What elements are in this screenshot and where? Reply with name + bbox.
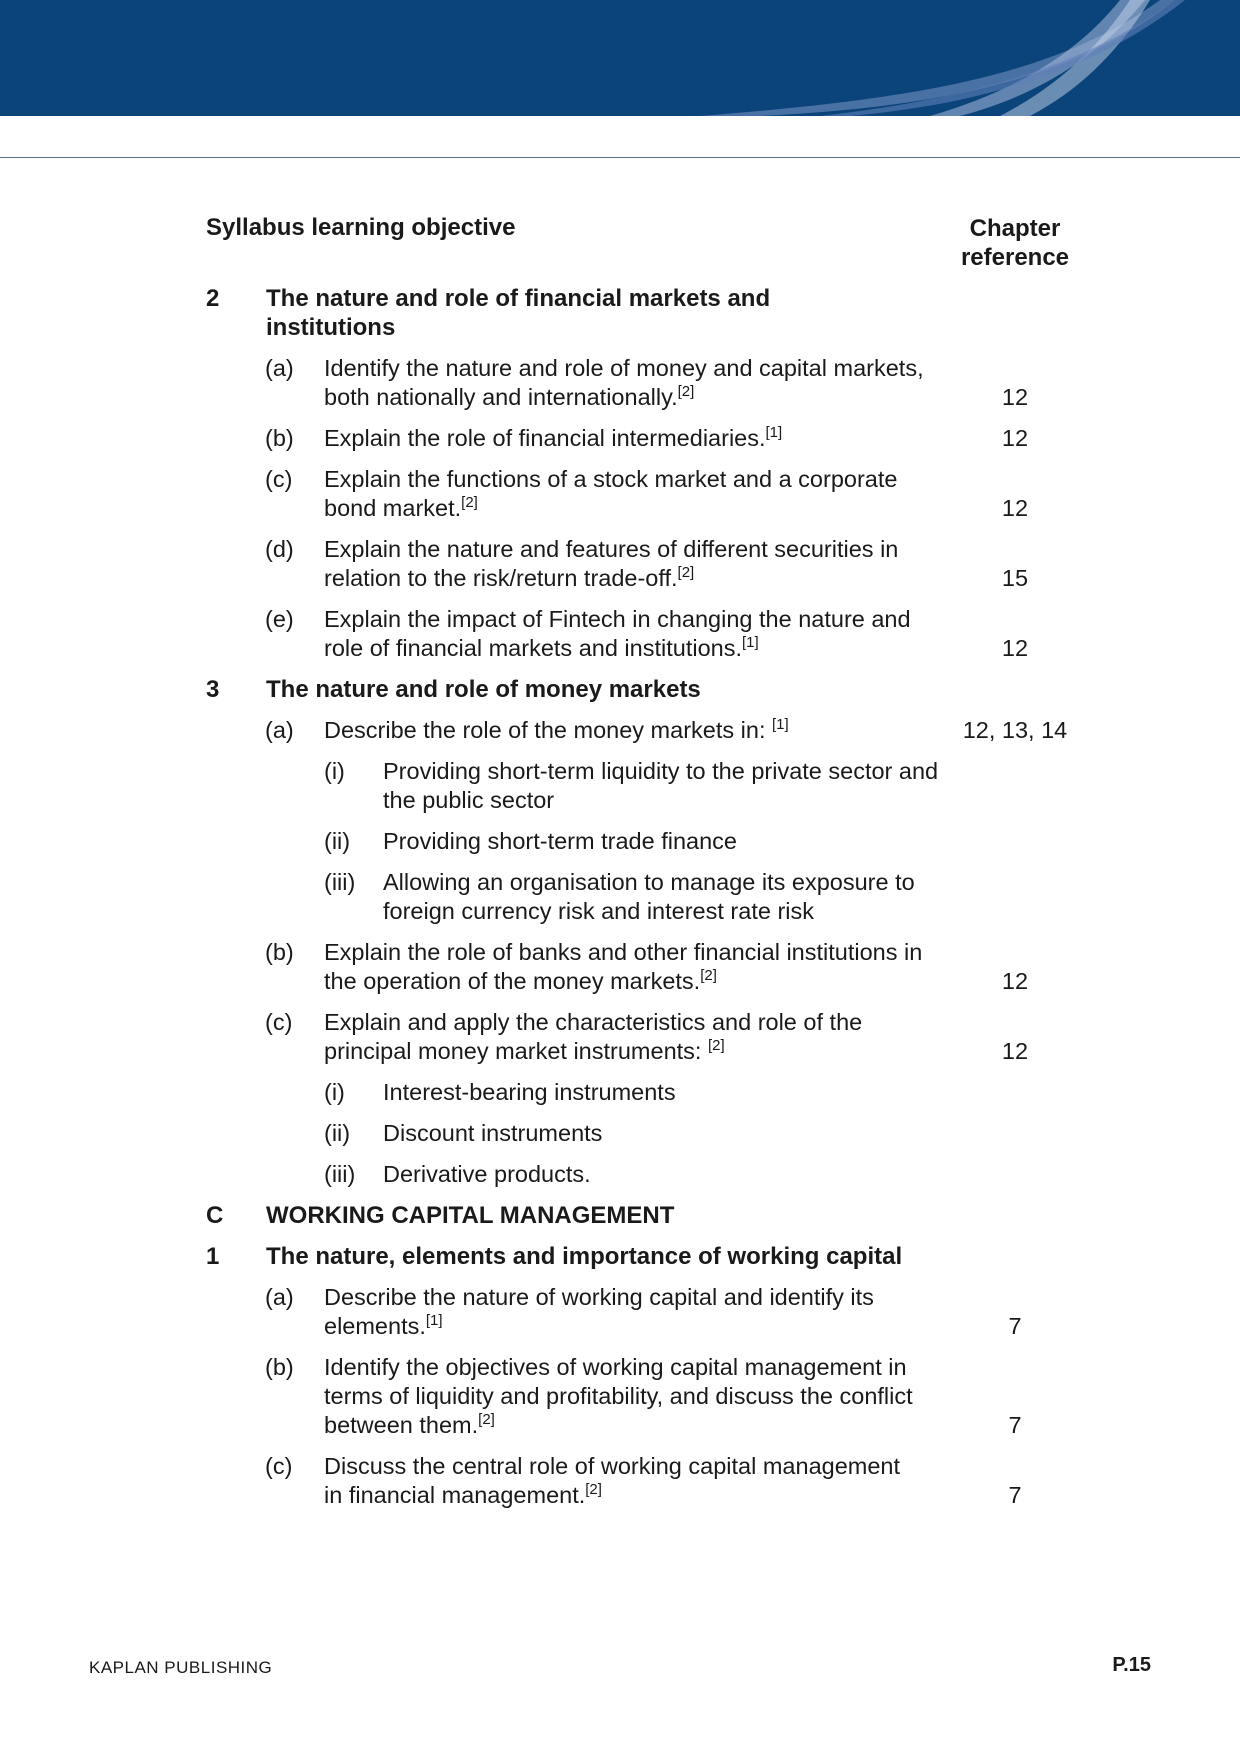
chapter-reference: 7 xyxy=(1008,1482,1022,1508)
sub-objective-item xyxy=(0,1119,1240,1148)
sub-objective-item xyxy=(0,868,1240,926)
item-text-body: Identify the objectives of working capital management in terms of liquidity and profitability, and discuss the conflict between them. xyxy=(324,1354,913,1438)
level-marker: [1] xyxy=(765,424,783,442)
column-header-chapter-line1: Chapter xyxy=(969,215,1061,242)
objective-item xyxy=(0,938,1240,996)
item-text-body: WORKING CAPITAL MANAGEMENT xyxy=(266,1202,675,1229)
header-banner xyxy=(0,0,1240,116)
chapter-reference: 7 xyxy=(1008,1313,1022,1339)
item-number: (i) xyxy=(324,1079,345,1105)
level-marker: [2] xyxy=(478,1411,495,1429)
item-text-body: The nature and role of financial markets and institutions xyxy=(266,285,771,341)
column-header-objective: Syllabus learning objective xyxy=(206,214,516,241)
item-text-body: Discuss the central role of working capital management in financial management. xyxy=(324,1453,901,1508)
item-text-body: Discount instruments xyxy=(383,1120,603,1146)
item-number: (b) xyxy=(265,425,294,451)
item-text xyxy=(383,868,943,926)
item-number: 2 xyxy=(206,285,220,312)
item-number: (b) xyxy=(265,1354,294,1380)
column-header-chapter xyxy=(940,214,1090,272)
item-number: (a) xyxy=(265,717,294,743)
level-marker: [1] xyxy=(742,634,759,652)
item-number: (iii) xyxy=(324,1161,356,1187)
objective-item xyxy=(0,424,1240,453)
item-number: (i) xyxy=(324,758,345,784)
item-text-body: Describe the role of the money markets in: xyxy=(324,717,773,743)
objective-item xyxy=(0,716,1240,745)
item-text xyxy=(383,827,943,856)
section-heading xyxy=(0,284,1240,342)
item-number: (b) xyxy=(265,939,294,965)
item-text xyxy=(324,354,924,412)
objective-item xyxy=(0,354,1240,412)
banner-swoosh-graphic xyxy=(0,0,1240,116)
section-heading xyxy=(0,1242,1240,1271)
item-text xyxy=(324,605,924,663)
item-text-body: Explain the impact of Fintech in changing the nature and role of financial markets and institutions. xyxy=(324,606,911,661)
section-heading xyxy=(0,1201,1240,1230)
item-text-body: The nature and role of money markets xyxy=(266,676,701,703)
item-text xyxy=(383,1160,943,1189)
item-number: C xyxy=(206,1202,224,1229)
level-marker: [1] xyxy=(425,1312,443,1330)
item-text xyxy=(324,424,924,453)
level-marker: [2] xyxy=(677,383,695,401)
sub-objective-item xyxy=(0,1078,1240,1107)
item-number: (c) xyxy=(265,466,293,492)
item-text-body: Providing short-term liquidity to the private sector and the public sector xyxy=(383,758,939,813)
item-number: (e) xyxy=(265,606,294,632)
chapter-reference: 12, 13, 14 xyxy=(962,717,1068,743)
item-number: 3 xyxy=(206,676,220,703)
item-text-body: Explain the role of financial intermediaries. xyxy=(324,425,766,451)
header-rule xyxy=(0,157,1240,158)
chapter-reference: 12 xyxy=(1001,635,1029,661)
level-marker: [2] xyxy=(677,564,695,582)
item-text-body: Interest-bearing instruments xyxy=(383,1079,676,1105)
objective-item xyxy=(0,1353,1240,1440)
column-header-chapter-line2: reference xyxy=(960,244,1070,271)
chapter-reference: 12 xyxy=(1001,1038,1029,1064)
sub-objective-item xyxy=(0,827,1240,856)
item-text xyxy=(266,1242,906,1271)
item-text-body: Allowing an organisation to manage its exposure to foreign currency risk and interest rate risk xyxy=(383,869,915,924)
objective-item xyxy=(0,1452,1240,1510)
level-marker: [2] xyxy=(585,1481,602,1499)
item-number: (c) xyxy=(265,1009,293,1035)
level-marker: [1] xyxy=(772,716,789,734)
level-marker: [2] xyxy=(707,1037,725,1055)
item-text-body: Explain and apply the characteristics and role of the principal money market instruments: xyxy=(324,1009,863,1064)
objective-item xyxy=(0,1008,1240,1066)
item-text xyxy=(324,535,924,593)
item-text xyxy=(324,1008,924,1066)
objective-item xyxy=(0,1283,1240,1341)
item-text xyxy=(324,1353,924,1440)
chapter-reference: 15 xyxy=(1001,565,1029,591)
item-text xyxy=(324,716,924,745)
chapter-reference: 12 xyxy=(1001,968,1029,994)
item-text xyxy=(383,757,943,815)
sub-objective-item xyxy=(0,757,1240,815)
objective-item xyxy=(0,535,1240,593)
footer-publisher: KAPLAN PUBLISHING xyxy=(89,1658,273,1677)
item-number: (c) xyxy=(265,1453,293,1479)
item-text-body: Explain the nature and features of different securities in relation to the risk/return trade-off. xyxy=(324,536,899,591)
item-text-body: Describe the nature of working capital and identify its elements. xyxy=(324,1284,874,1339)
item-number: 1 xyxy=(206,1243,220,1270)
item-text-body: Providing short-term trade finance xyxy=(383,828,737,854)
item-text xyxy=(383,1078,943,1107)
item-number: (d) xyxy=(265,536,294,562)
item-number: (a) xyxy=(265,355,294,381)
item-text xyxy=(266,675,906,704)
sub-objective-item xyxy=(0,1160,1240,1189)
objective-item xyxy=(0,465,1240,523)
item-text xyxy=(324,1283,924,1341)
item-number: (ii) xyxy=(324,828,351,854)
item-number: (iii) xyxy=(324,869,356,895)
syllabus-table xyxy=(0,284,1240,1522)
item-text xyxy=(324,938,924,996)
item-text-body: Derivative products. xyxy=(383,1161,591,1187)
level-marker: [2] xyxy=(700,967,717,985)
chapter-reference: 7 xyxy=(1008,1412,1022,1438)
section-heading xyxy=(0,675,1240,704)
item-text xyxy=(266,1201,906,1230)
item-number: (ii) xyxy=(324,1120,351,1146)
item-text xyxy=(266,284,906,342)
objective-item xyxy=(0,605,1240,663)
chapter-reference: 12 xyxy=(1001,425,1029,451)
item-text-body: Explain the functions of a stock market and a corporate bond market. xyxy=(324,466,898,521)
footer-page-number: P.15 xyxy=(1112,1654,1151,1676)
item-text xyxy=(324,1452,924,1510)
item-number: (a) xyxy=(265,1284,294,1310)
item-text xyxy=(324,465,924,523)
level-marker: [2] xyxy=(461,494,478,512)
chapter-reference: 12 xyxy=(1001,384,1029,410)
item-text-body: The nature, elements and importance of working capital xyxy=(266,1243,903,1270)
item-text-body: Explain the role of banks and other financial institutions in the operation of the money markets. xyxy=(324,939,923,994)
chapter-reference: 12 xyxy=(1001,495,1029,521)
item-text-body: Identify the nature and role of money and capital markets, both nationally and internationally. xyxy=(324,355,924,410)
item-text xyxy=(383,1119,943,1148)
